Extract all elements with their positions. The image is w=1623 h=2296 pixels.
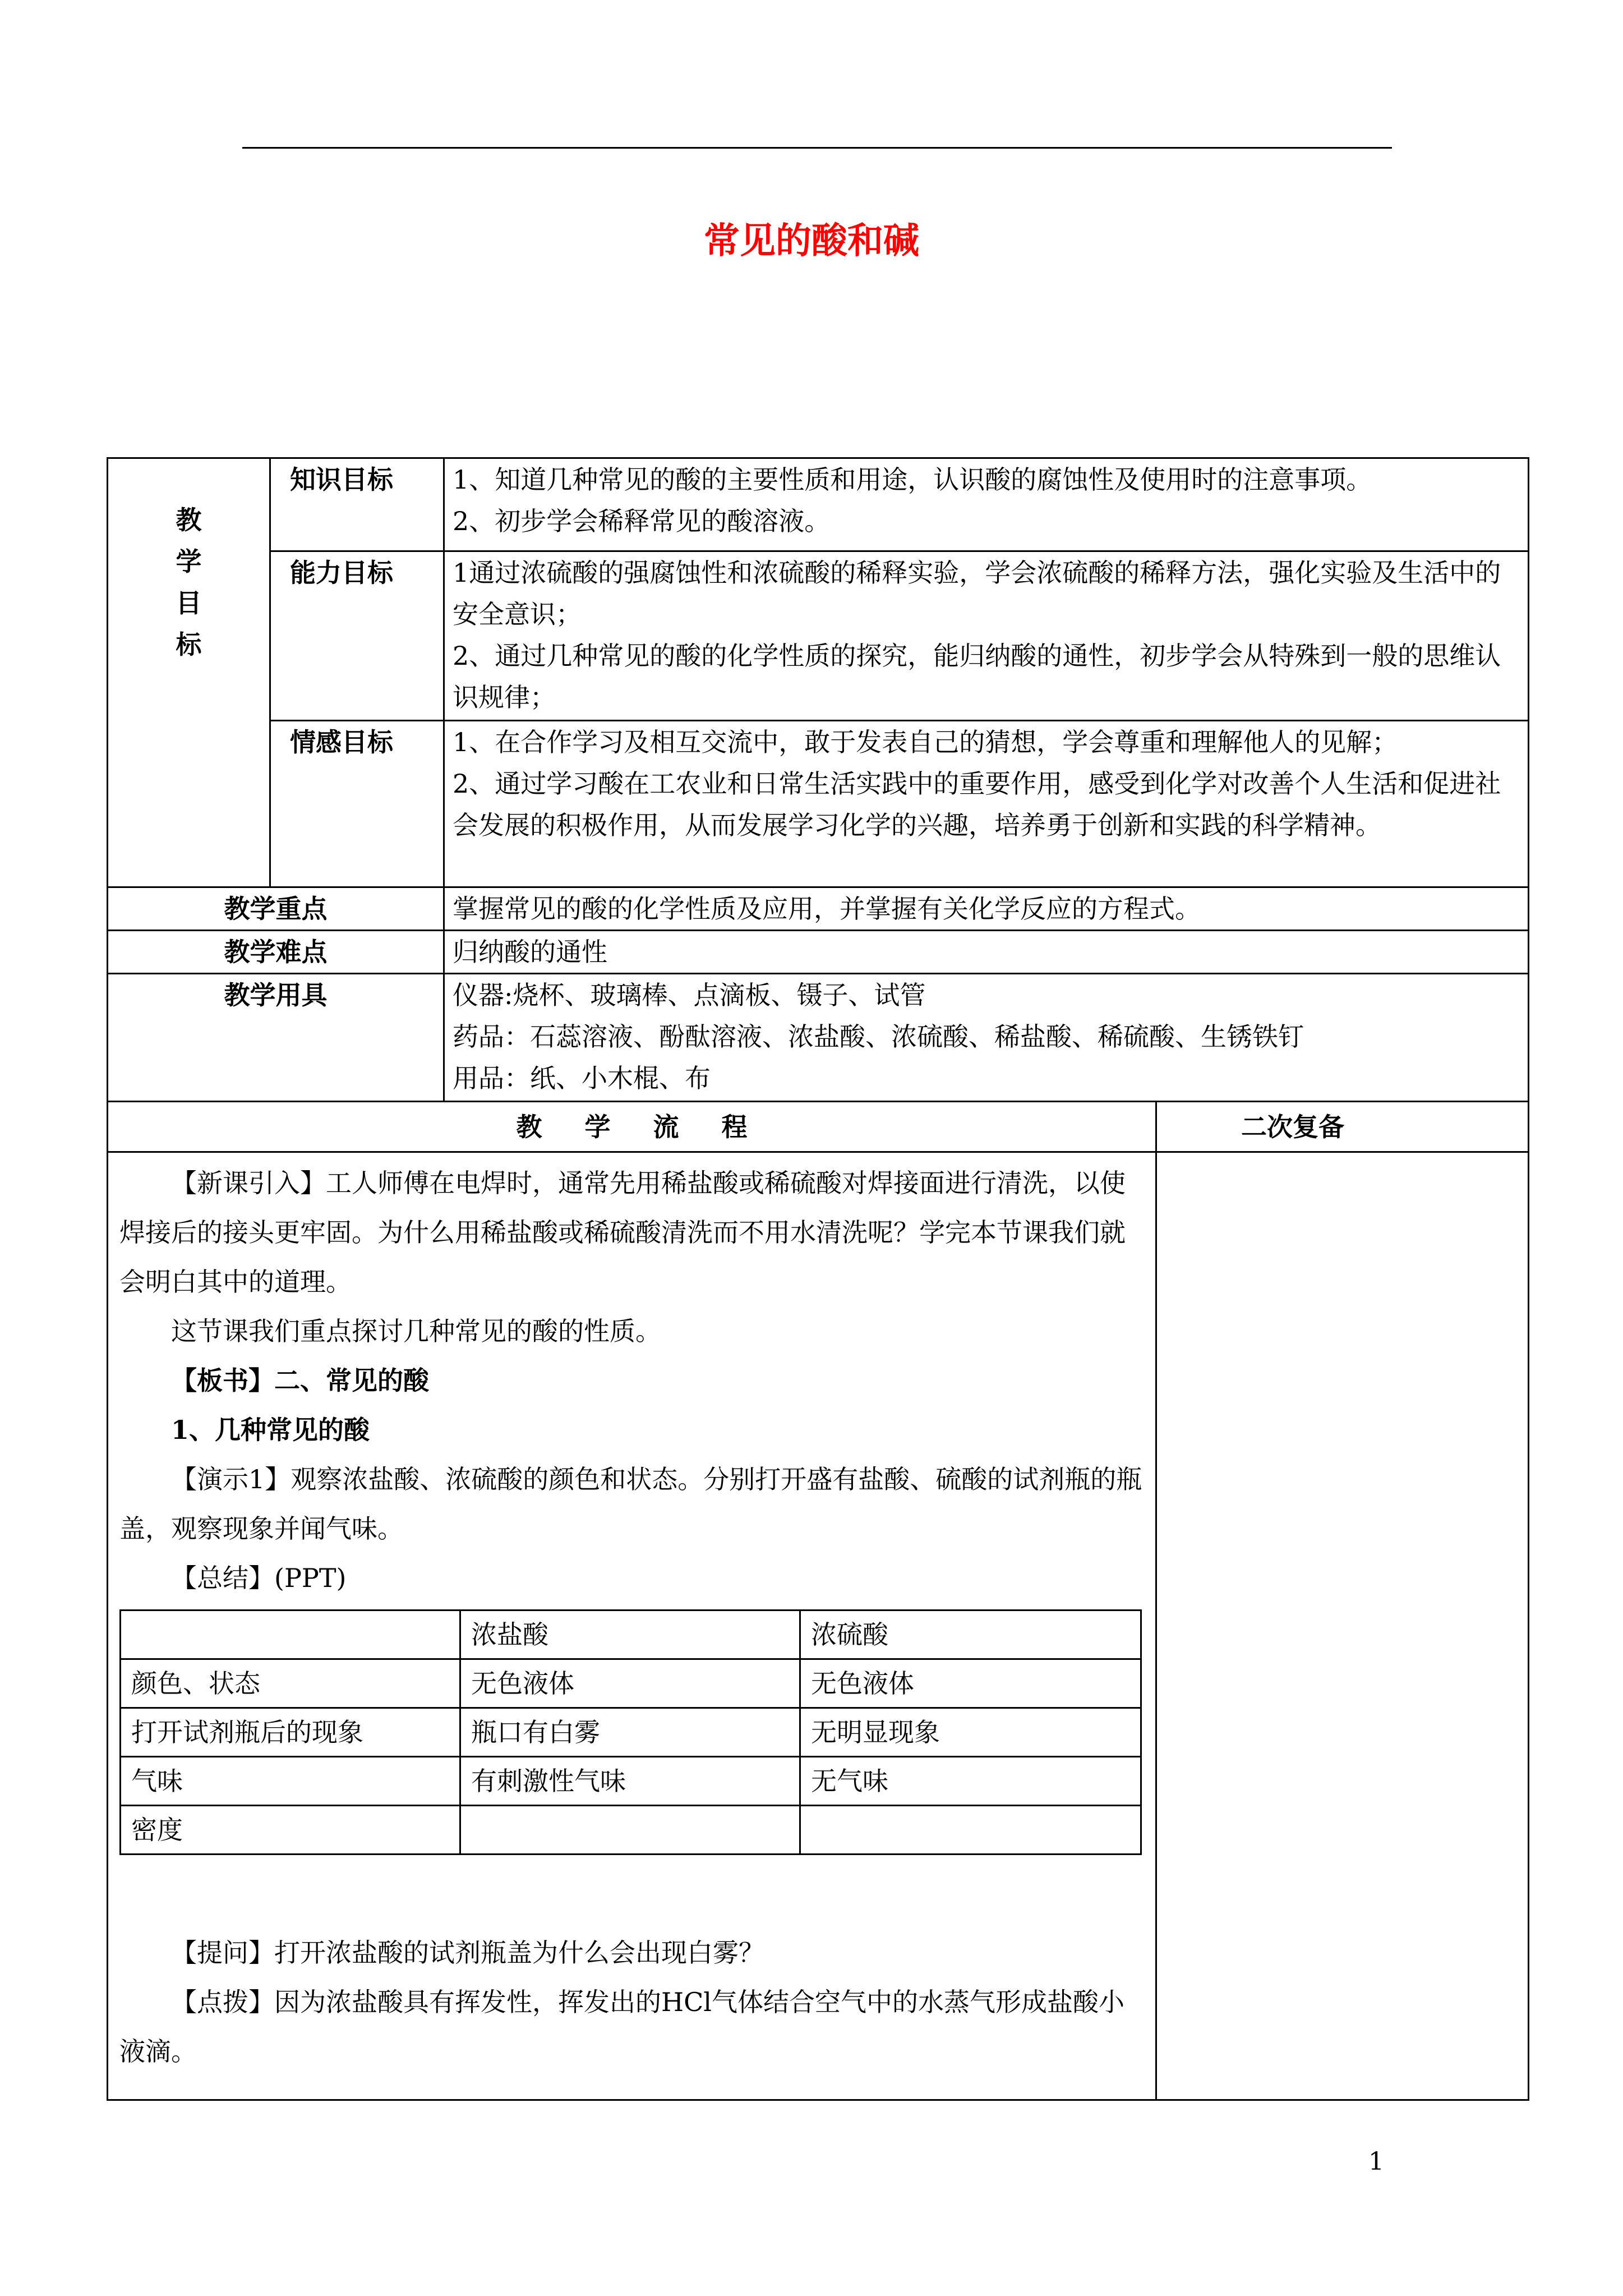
flow-board: 【板书】二、常见的酸: [171, 1365, 429, 1396]
comparison-cell: [121, 1611, 460, 1659]
objective-row-knowledge: [108, 458, 1529, 551]
flow-header: 教 学 流 程: [108, 1102, 1156, 1152]
difficulty-text: 归纳酸的通性: [444, 931, 1529, 974]
page-title: 常见的酸和碱: [704, 220, 919, 262]
comparison-cell: 浓硫酸: [800, 1611, 1141, 1659]
key-point-text: 掌握常见的酸的化学性质及应用，并掌握有关化学反应的方程式。: [444, 887, 1529, 931]
acid-comparison-table: [119, 1609, 1142, 1855]
objective-label: 知识目标: [270, 458, 444, 551]
objective-label: 情感目标: [270, 721, 444, 887]
comparison-cell: 瓶口有白雾: [460, 1708, 800, 1757]
header-rule: [242, 147, 1392, 149]
comparison-cell: [460, 1806, 800, 1855]
comparison-cell: 无气味: [800, 1757, 1141, 1806]
flow-intro: 【新课引入】工人师傅在电焊时，通常先用稀盐酸或稀硫酸对焊接面进行清洗，以使焊接后的接头更牢固。为什么用稀盐酸或稀硫酸清洗而不用水清洗呢？学完本节课我们就会明白其中的道理。: [119, 1168, 1126, 1297]
comparison-cell: [800, 1806, 1141, 1855]
flow-content: [108, 1152, 1156, 2100]
comparison-cell: 无明显现象: [800, 1708, 1141, 1757]
difficulty-label: 教学难点: [108, 931, 444, 974]
flow-demo: 【演示1】观察浓盐酸、浓硫酸的颜色和状态。分别打开盛有盐酸、硫酸的试剂瓶的瓶盖，观察现象并闻气味。: [119, 1464, 1142, 1544]
comparison-cell: 浓盐酸: [460, 1611, 800, 1659]
objective-text: 1、在合作学习及相互交流中，敢于发表自己的猜想，学会尊重和理解他人的见解； 2、通过学习酸在工农业和日常生活实践中的重要作用，感受到化学对改善个人生活和促进社会发展的积极作用，从而发展学习化学的兴趣，培养勇于创新和实践的科学精神。: [444, 721, 1529, 887]
flow-content-row: [108, 1152, 1529, 2100]
comparison-cell: 密度: [121, 1806, 460, 1855]
key-point-row: [108, 887, 1529, 931]
flow-question: 【提问】打开浓盐酸的试剂瓶盖为什么会出现白雾？: [171, 1938, 764, 1968]
spacer: [119, 1855, 1144, 1928]
objective-text: 1、知道几种常见的酸的主要性质和用途，认识酸的腐蚀性及使用时的注意事项。 2、初步学会稀释常见的酸溶液。: [444, 458, 1529, 551]
flow-hint: 【点拨】因为浓盐酸具有挥发性，挥发出的HCl气体结合空气中的水蒸气形成盐酸小液滴。: [119, 1987, 1125, 2067]
comparison-cell: 有刺激性气味: [460, 1757, 800, 1806]
comparison-row: [121, 1806, 1141, 1855]
flow-focus: 这节课我们重点探讨几种常见的酸的性质。: [171, 1316, 661, 1346]
comparison-row: [121, 1708, 1141, 1757]
objective-label: 能力目标: [270, 551, 444, 721]
tools-row: [108, 974, 1529, 1102]
second-prep-header: 二次复备: [1156, 1102, 1529, 1152]
second-prep-column: [1156, 1152, 1529, 2100]
page-number: 1: [1368, 2147, 1384, 2176]
comparison-row: [121, 1659, 1141, 1708]
comparison-cell: 打开试剂瓶后的现象: [121, 1708, 460, 1757]
flow-summary: 【总结】(PPT): [171, 1563, 347, 1593]
comparison-cell: 气味: [121, 1757, 460, 1806]
comparison-cell: 无色液体: [460, 1659, 800, 1708]
objective-row-emotion: [108, 721, 1529, 887]
key-point-label: 教学重点: [108, 887, 444, 931]
comparison-cell: 无色液体: [800, 1659, 1141, 1708]
comparison-header-row: [121, 1611, 1141, 1659]
objective-text: 1通过浓硫酸的强腐蚀性和浓硫酸的稀释实验，学会浓硫酸的稀释方法，强化实验及生活中的安全意识； 2、通过几种常见的酸的化学性质的探究，能归纳酸的通性，初步学会从特殊到一般的思维认识规律；: [444, 551, 1529, 721]
flow-header-row: [108, 1102, 1529, 1152]
comparison-cell: 颜色、状态: [121, 1659, 460, 1708]
tools-label: 教学用具: [108, 974, 444, 1102]
tools-text: 仪器:烧杯、玻璃棒、点滴板、镊子、试管 药品：石蕊溶液、酚酞溶液、浓盐酸、浓硫酸、稀盐酸、稀硫酸、生锈铁钉 用品：纸、小木棍、布: [444, 974, 1529, 1102]
difficulty-row: [108, 931, 1529, 974]
lesson-plan-table: [107, 457, 1529, 2101]
objective-row-ability: [108, 551, 1529, 721]
flow-section-heading: 1、几种常见的酸: [171, 1415, 370, 1445]
objectives-group-label: 教 学 目 标: [108, 458, 270, 887]
comparison-row: [121, 1757, 1141, 1806]
